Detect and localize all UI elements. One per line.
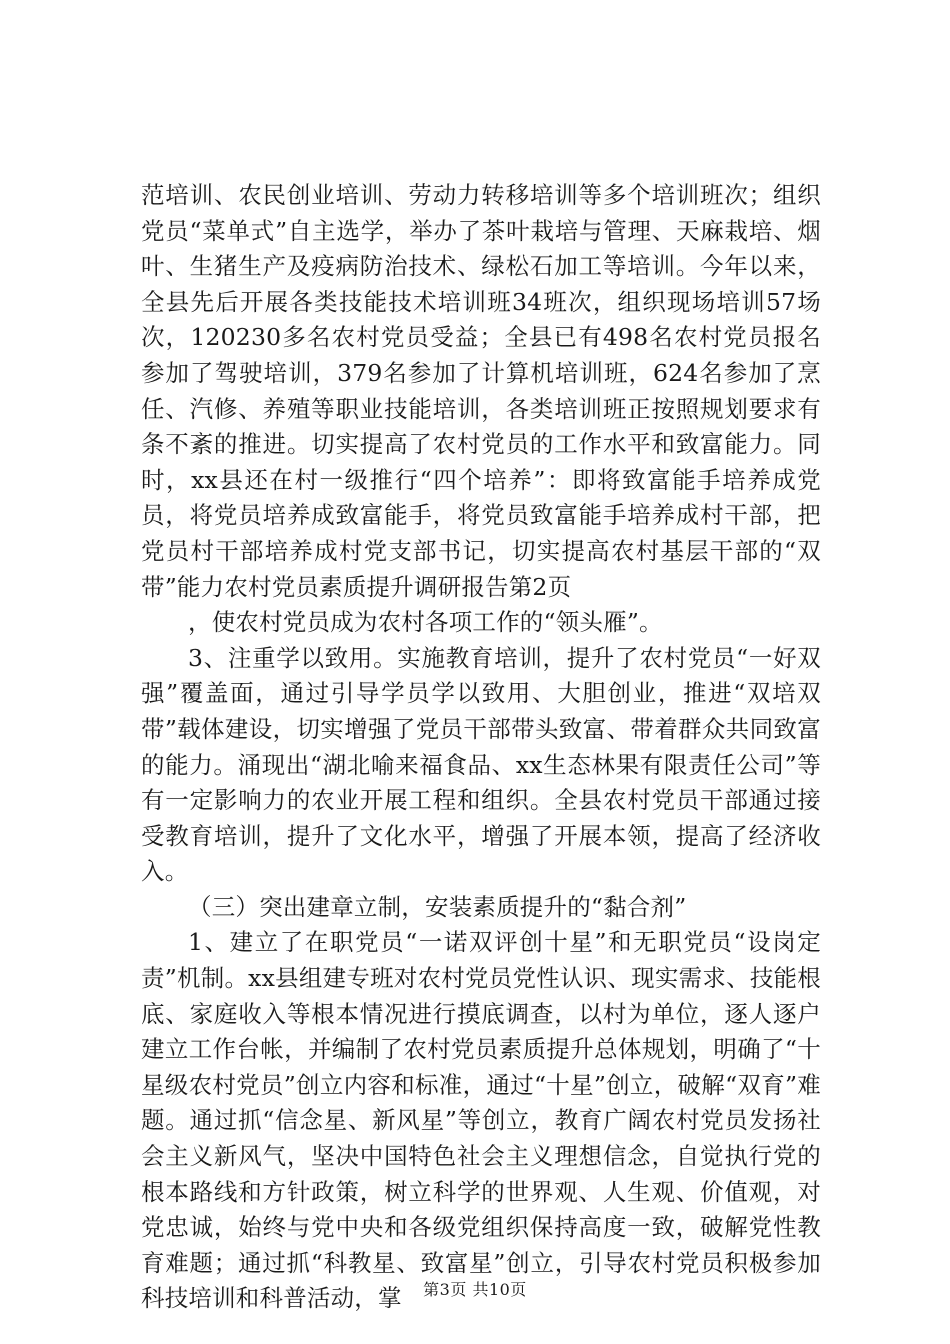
section-heading-rules: （三）突出建章立制，安装素质提升的“黏合剂” [188, 892, 687, 921]
page-footer: 第3页 共10页 [423, 1280, 527, 1299]
paragraph-ten-star-mechanism: 1、建立了在职党员“一诺双评创十星”和无职党员“设岗定责”机制。xx县组建专班对农村党员党性认识、现实需求、技能根底、家庭收入等根本情况进行摸底调查，以村为单位，逐人逐户建立工作台帐，并编制了农村党员素质提升总体规划，明确了“十星级农村党员”创立内容和标准，通过“十星”创立，破解“双育”难题。通过抓“信念星、新风星”等创立，教育广阔农村党员发扬社会主义新风气，坚决中国特色社会主义理想信念，自觉执行党的根本路线和方针政策，树立科学的世界观、人生观、价值观，对党忠诚，始终与党中央和各级党组织保持高度一致，破解党性教育难题；通过抓“科教星、致富星”创立，引导农村党员积极参加科技培训和科普活动，掌 [141, 928, 821, 1313]
paragraph-leading-geese: ，使农村党员成为农村各项工作的“领头雁”。 [188, 608, 663, 637]
paragraph-apply-learning: 3、注重学以致用。实施教育培训，提升了农村党员“一好双强”覆盖面，通过引导学员学以致用、大胆创业，推进“双培双带”载体建设，切实增强了党员干部带头致富、带着群众共同致富的能力。涌现出“湖北喻来福食品、xx生态林果有限责任公司”等有一定影响力的农业开展工程和组织。全县农村党员干部通过接受教育培训，提升了文化水平，增强了开展本领，提高了经济收入。 [141, 643, 821, 886]
paragraph-training-programs: 范培训、农民创业培训、劳动力转移培训等多个培训班次；组织党员“菜单式”自主选学，举办了茶叶栽培与管理、天麻栽培、烟叶、生猪生产及疫病防治技术、绿松石加工等培训。今年以来，全县先后开展各类技能技术培训班34班次，组织现场培训57场次，120230多名农村党员受益；全县已有498名农村党员报名参加了驾驶培训，379名参加了计算机培训班，624名参加了烹任、汽修、养殖等职业技能培训，各类培训班正按照规划要求有条不紊的推进。切实提高了农村党员的工作水平和致富能力。同时，xx县还在村一级推行“四个培养”：即将致富能手培养成党员，将党员培养成致富能手，将党员致富能手培养成村干部，把党员村干部培养成村党支部书记，切实提高农村基层干部的“双带”能力农村党员素质提升调研报告第2页 [141, 181, 821, 601]
document-body [141, 178, 821, 1317]
